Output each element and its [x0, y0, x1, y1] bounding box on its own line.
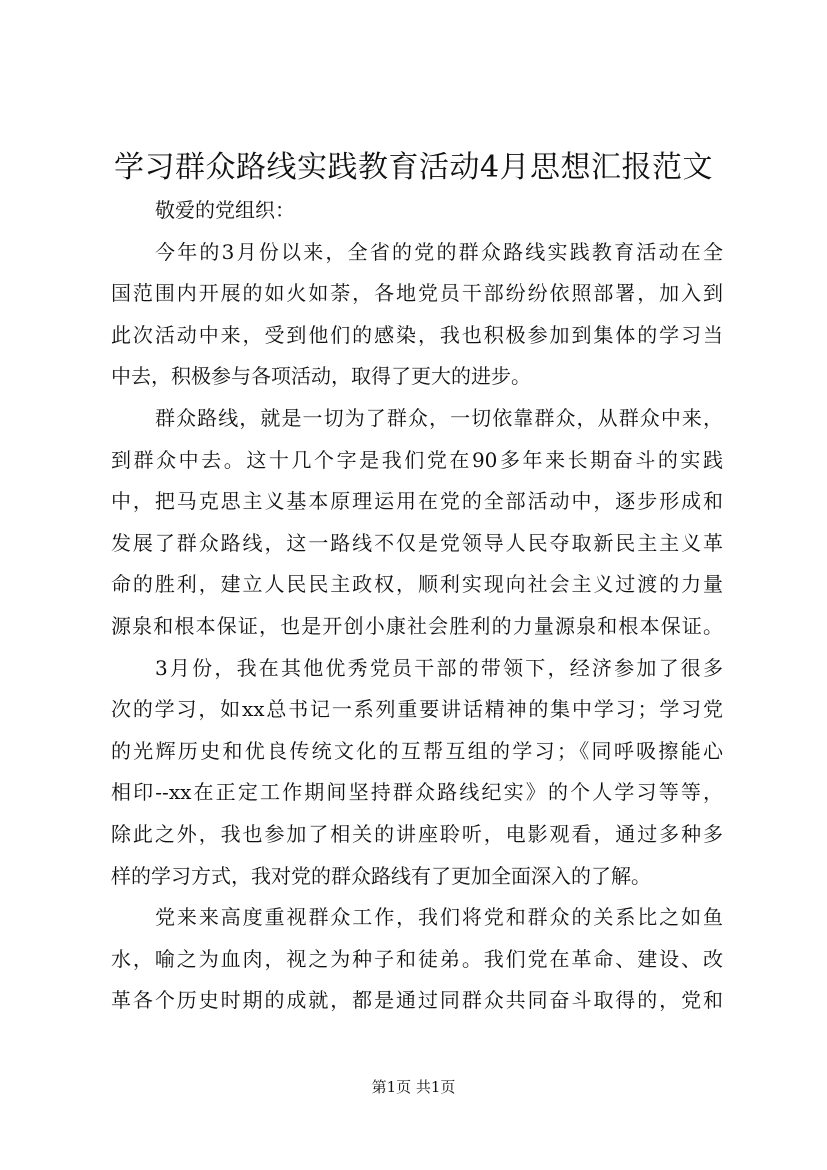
text-line: 党来来高度重视群众工作，我们将党和群众的关系比之如鱼: [155, 905, 723, 930]
text-line: 次的学习，如xx总书记一系列重要讲话精神的集中学习；学习党: [111, 697, 723, 722]
document-body: [111, 190, 723, 1022]
text-line: 样的学习方式，我对党的群众路线有了更加全面深入的了解。: [111, 863, 651, 888]
text-line: 中去，积极参与各项活动，取得了更大的进步。: [111, 364, 531, 389]
page-footer: 第1页 共1页: [371, 1078, 456, 1096]
text-line: 水，喻之为血肉，视之为种子和徒弟。我们党在革命、建设、改: [111, 946, 723, 971]
text-line: 此次活动中来，受到他们的感染，我也积极参加到集体的学习当: [111, 322, 723, 347]
document-title: 学习群众路线实践教育活动4月思想汇报范文: [113, 150, 714, 185]
text-line: 的光辉历史和优良传统文化的互帮互组的学习；《同呼吸擦能心: [111, 738, 723, 763]
text-line: 源泉和根本保证，也是开创小康社会胜利的力量源泉和根本保证。: [111, 613, 723, 638]
text-line: 敬爱的党组织：: [155, 198, 295, 222]
text-line: 发展了群众路线，这一路线不仅是党领导人民夺取新民主主义革: [111, 530, 723, 555]
text-line: 革各个历史时期的成就，都是通过同群众共同奋斗取得的，党和: [111, 988, 723, 1013]
text-line: 今年的3月份以来，全省的党的群众路线实践教育活动在全: [155, 239, 723, 264]
text-line: 到群众中去。这十几个字是我们党在90多年来长期奋斗的实践: [111, 447, 723, 472]
text-line: 相印--xx在正定工作期间坚持群众路线纪实》的个人学习等等，: [111, 780, 723, 805]
text-line: 群众路线，就是一切为了群众，一切依靠群众，从群众中来，: [155, 405, 723, 430]
text-line: 中，把马克思主义基本原理运用在党的全部活动中，逐步形成和: [111, 489, 723, 514]
text-line: 3月份，我在其他优秀党员干部的带领下，经济参加了很多: [155, 655, 723, 680]
text-line: 国范围内开展的如火如荼，各地党员干部纷纷依照部署，加入到: [111, 281, 723, 306]
text-line: 命的胜利，建立人民民主政权，顺利实现向社会主义过渡的力量: [111, 572, 723, 597]
text-line: 除此之外，我也参加了相关的讲座聆听，电影观看，通过多种多: [111, 821, 723, 846]
